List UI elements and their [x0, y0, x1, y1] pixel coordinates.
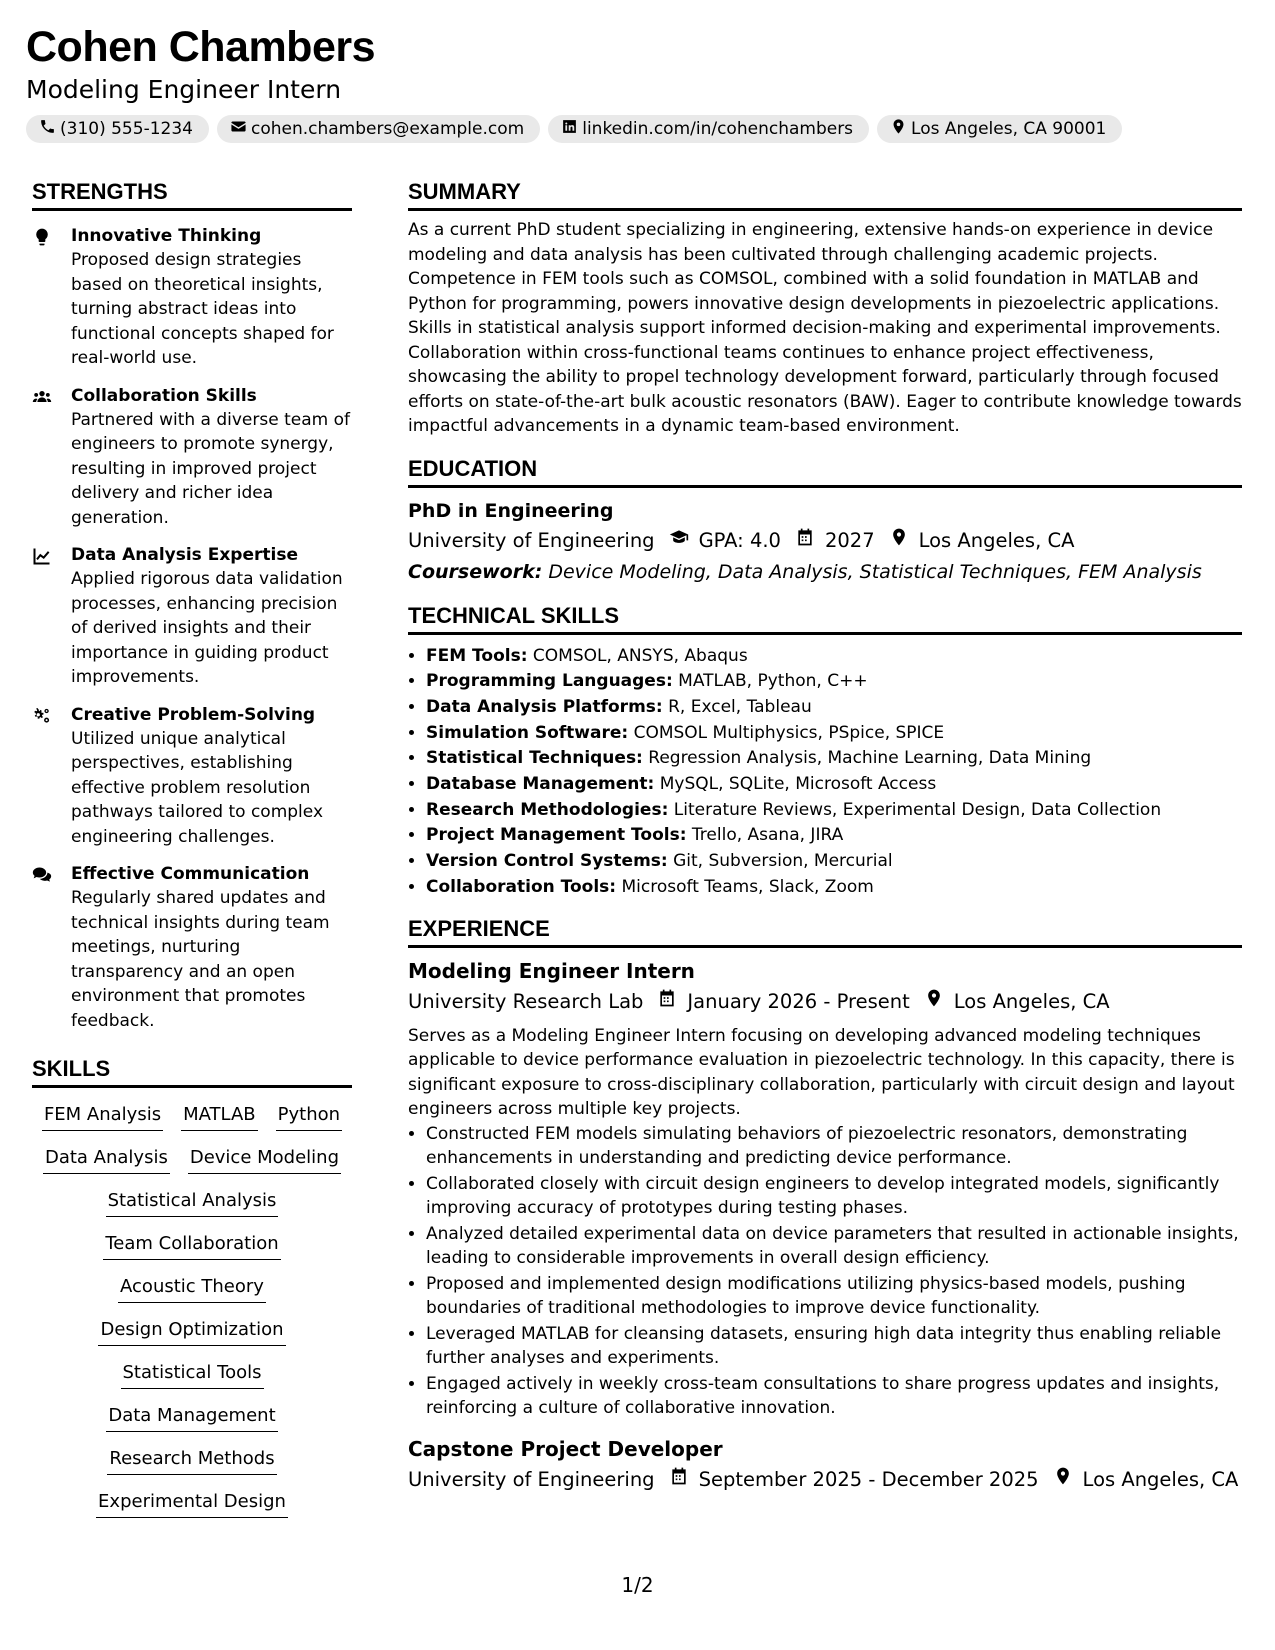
skill-tag: Data Management [106, 1403, 277, 1432]
list-item [426, 849, 1242, 875]
gears-icon [32, 704, 71, 850]
tech-skill-value: COMSOL Multiphysics, PSpice, SPICE [633, 722, 945, 743]
job-location: Los Angeles, CA [953, 989, 1110, 1013]
education-gpa: GPA: 4.0 [698, 528, 781, 552]
job-org: University of Engineering [408, 1467, 655, 1491]
contact-phone[interactable] [26, 115, 209, 143]
job-title: Capstone Project Developer [408, 1436, 723, 1461]
contact-phone-text: (310) 555-1234 [60, 119, 193, 139]
list-item [426, 798, 1242, 824]
contact-location-text: Los Angeles, CA 90001 [911, 119, 1107, 139]
education-degree: PhD in Engineering [408, 499, 614, 522]
strength-item [32, 704, 352, 850]
tech-skill-label: Programming Languages: [426, 671, 673, 692]
skills-list [32, 1102, 352, 1518]
list-item: • Collaborated closely with circuit design engineers to develop integrated models, significantly improving accuracy of prototypes during testing phases. [426, 1172, 1242, 1221]
contact-email[interactable] [217, 115, 540, 143]
education-year: 2027 [824, 528, 875, 552]
contact-linkedin[interactable] [548, 115, 869, 143]
strength-desc: Utilized unique analytical perspectives, establishing effective problem resolution pathways tailored to complex engineering challenges. [71, 728, 324, 847]
education-heading: EDUCATION [408, 455, 1242, 488]
strength-title: Innovative Thinking [71, 226, 262, 246]
left-column [32, 178, 352, 1518]
strength-desc: Applied rigorous data validation processes, enhancing precision of derived insights and their importance in guiding product improvements. [71, 569, 343, 687]
job-dates: September 2025 - December 2025 [698, 1467, 1039, 1491]
skills-heading: SKILLS [32, 1055, 352, 1088]
strengths-heading: STRENGTHS [32, 178, 352, 211]
tech-skill-value: R, Excel, Tableau [668, 696, 812, 717]
skill-tag: Design Optimization [98, 1317, 285, 1346]
list-item [426, 695, 1242, 721]
coursework-label: Coursework: [408, 560, 543, 583]
education-location: Los Angeles, CA [918, 528, 1075, 552]
map-pin-icon [1039, 1466, 1083, 1494]
skill-tag: Device Modeling [188, 1145, 341, 1174]
strength-item [32, 544, 352, 690]
list-item [426, 721, 1242, 747]
skill-tag: Experimental Design [96, 1489, 288, 1518]
tech-skill-value: Regression Analysis, Machine Learning, Data Mining [648, 748, 1092, 769]
candidate-title: Modeling Engineer Intern [26, 75, 342, 104]
contact-linkedin-text: linkedin.com/in/cohenchambers [582, 119, 854, 139]
job-org: University Research Lab [408, 989, 644, 1013]
map-pin-icon [890, 118, 911, 140]
strength-title: Collaboration Skills [71, 385, 257, 406]
tech-skill-label: Research Methodologies: [426, 799, 669, 820]
tech-skill-label: Database Management: [426, 774, 655, 795]
skill-tag: Team Collaboration [103, 1231, 280, 1260]
list-item: • Analyzed detailed experimental data on device parameters that resulted in actionable insights, leading to considerable improvements in overall design efficiency. [426, 1222, 1242, 1271]
map-pin-icon [875, 527, 919, 555]
tech-skill-label: Statistical Techniques: [426, 748, 643, 769]
job-title: Modeling Engineer Intern [408, 958, 695, 983]
job-description: Serves as a Modeling Engineer Intern focusing on developing advanced modeling techniques applicable to device performance evaluation in piezoelectric technology. In this capacity, there is significant exposure to cross-disciplinary collaboration, particularly with circuit design and layout engineers across multiple key projects. [408, 1025, 1235, 1120]
list-item [426, 823, 1242, 849]
tech-skill-value: Trello, Asana, JIRA [691, 825, 844, 846]
list-item [426, 669, 1242, 695]
users-icon [32, 385, 71, 531]
job-dates: January 2026 - Present [687, 989, 910, 1013]
candidate-name: Cohen Chambers [26, 23, 376, 71]
strength-item [32, 225, 352, 371]
skill-tag: Data Analysis [43, 1145, 170, 1174]
strength-desc: Regularly shared updates and technical insights during team meetings, nurturing transparency and an open environment that promotes feedback. [71, 888, 330, 1031]
education-coursework [408, 558, 1242, 586]
tech-skill-label: Data Analysis Platforms: [426, 696, 663, 717]
tech-skill-value: Microsoft Teams, Slack, Zoom [621, 876, 874, 897]
list-item: • Proposed and implemented design modifications utilizing physics-based models, pushing boundaries of traditional methodologies to improve device functionality. [426, 1272, 1242, 1321]
page-number: 1/2 [621, 1573, 654, 1597]
map-pin-icon [910, 988, 954, 1016]
list-item [426, 746, 1242, 772]
technical-skills-heading: TECHNICAL SKILLS [408, 602, 1242, 635]
list-item [426, 644, 1242, 670]
skill-tag: FEM Analysis [42, 1102, 163, 1131]
skill-tag: Acoustic Theory [118, 1274, 266, 1303]
list-item [426, 875, 1242, 901]
coursework-list: Device Modeling, Data Analysis, Statistical Techniques, FEM Analysis [548, 560, 1202, 583]
experience-entry [408, 1435, 1242, 1494]
skill-tag: Statistical Analysis [106, 1188, 279, 1217]
summary-text: As a current PhD student specializing in engineering, extensive hands-on experience in device modeling and data analysis has been cultivated through challenging academic projects. Competence in FEM tools such as COMSOL, combined with a solid foundation in MATLAB and Python for programming, powers innovative design developments in piezoelectric applications. Skills in statistical analysis support informed decision-making and experimental improvements. Collaboration within cross-functional teams continues to enhance project effectiveness, showcasing the ability to propel technology development forward, particularly through focused efforts on state-of-the-art bulk acoustic resonators (BAW). Eager to contribute knowledge towards impactful advancements in a dynamic team-based environment. [408, 220, 1242, 436]
job-location: Los Angeles, CA [1082, 1467, 1239, 1491]
contact-bar [26, 115, 1246, 143]
graduation-cap-icon [655, 527, 699, 555]
linkedin-icon [561, 118, 582, 140]
job-meta [408, 1466, 1242, 1494]
resume-header [26, 22, 1246, 143]
education-school: University of Engineering [408, 528, 655, 552]
list-item: • Constructed FEM models simulating behaviors of piezoelectric resonators, demonstrating enhancements in understanding and predicting device performance. [426, 1122, 1242, 1171]
list-item: • Engaged actively in weekly cross-team consultations to share progress updates and insights, reinforcing a culture of collaborative innovation. [426, 1372, 1242, 1421]
chart-line-icon [32, 544, 71, 690]
summary-heading: SUMMARY [408, 178, 1242, 211]
tech-skill-label: FEM Tools: [426, 645, 528, 666]
right-column [408, 178, 1242, 1494]
skill-tag: Statistical Tools [121, 1360, 264, 1389]
education-meta [408, 527, 1242, 555]
contact-email-text: cohen.chambers@example.com [250, 119, 525, 139]
job-bullets [408, 1122, 1242, 1421]
list-item [426, 772, 1242, 798]
lightbulb-icon [32, 225, 71, 371]
contact-location [877, 115, 1122, 143]
list-item: • Leveraged MATLAB for cleansing datasets, ensuring high data integrity thus enabling reliable further analyses and experiments. [426, 1322, 1242, 1371]
strength-desc: Proposed design strategies based on theoretical insights, turning abstract ideas into functional concepts shaped for real-world use. [71, 250, 334, 368]
strength-item [32, 385, 352, 531]
phone-icon [39, 118, 60, 140]
skill-tag: Research Methods [107, 1446, 276, 1475]
strength-title: Data Analysis Expertise [71, 545, 298, 565]
skill-tag: Python [276, 1102, 342, 1131]
tech-skill-value: COMSOL, ANSYS, Abaqus [532, 645, 748, 666]
calendar-icon [643, 988, 687, 1016]
tech-skill-label: Collaboration Tools: [426, 876, 617, 897]
skill-tag: MATLAB [181, 1102, 258, 1131]
tech-skill-label: Simulation Software: [426, 722, 629, 743]
strength-desc: Partnered with a diverse team of engineers to promote synergy, resulting in improved project delivery and richer idea generation. [71, 409, 350, 528]
job-meta [408, 988, 1242, 1016]
calendar-icon [781, 527, 825, 555]
experience-entry [408, 957, 1242, 1421]
tech-skill-label: Version Control Systems: [426, 851, 668, 872]
tech-skill-value: Git, Subversion, Mercurial [673, 851, 893, 872]
comments-icon [32, 863, 71, 1033]
tech-skill-value: MySQL, SQLite, Microsoft Access [659, 774, 937, 795]
strength-title: Effective Communication [71, 864, 310, 884]
tech-skill-value: Literature Reviews, Experimental Design, Data Collection [673, 799, 1162, 820]
envelope-icon [230, 118, 251, 140]
experience-heading: EXPERIENCE [408, 915, 1242, 948]
tech-skill-label: Project Management Tools: [426, 825, 687, 846]
calendar-icon [655, 1466, 699, 1494]
strength-item [32, 863, 352, 1033]
strength-title: Creative Problem-Solving [71, 704, 316, 725]
technical-skills-list [408, 644, 1242, 901]
tech-skill-value: MATLAB, Python, C++ [678, 671, 868, 692]
